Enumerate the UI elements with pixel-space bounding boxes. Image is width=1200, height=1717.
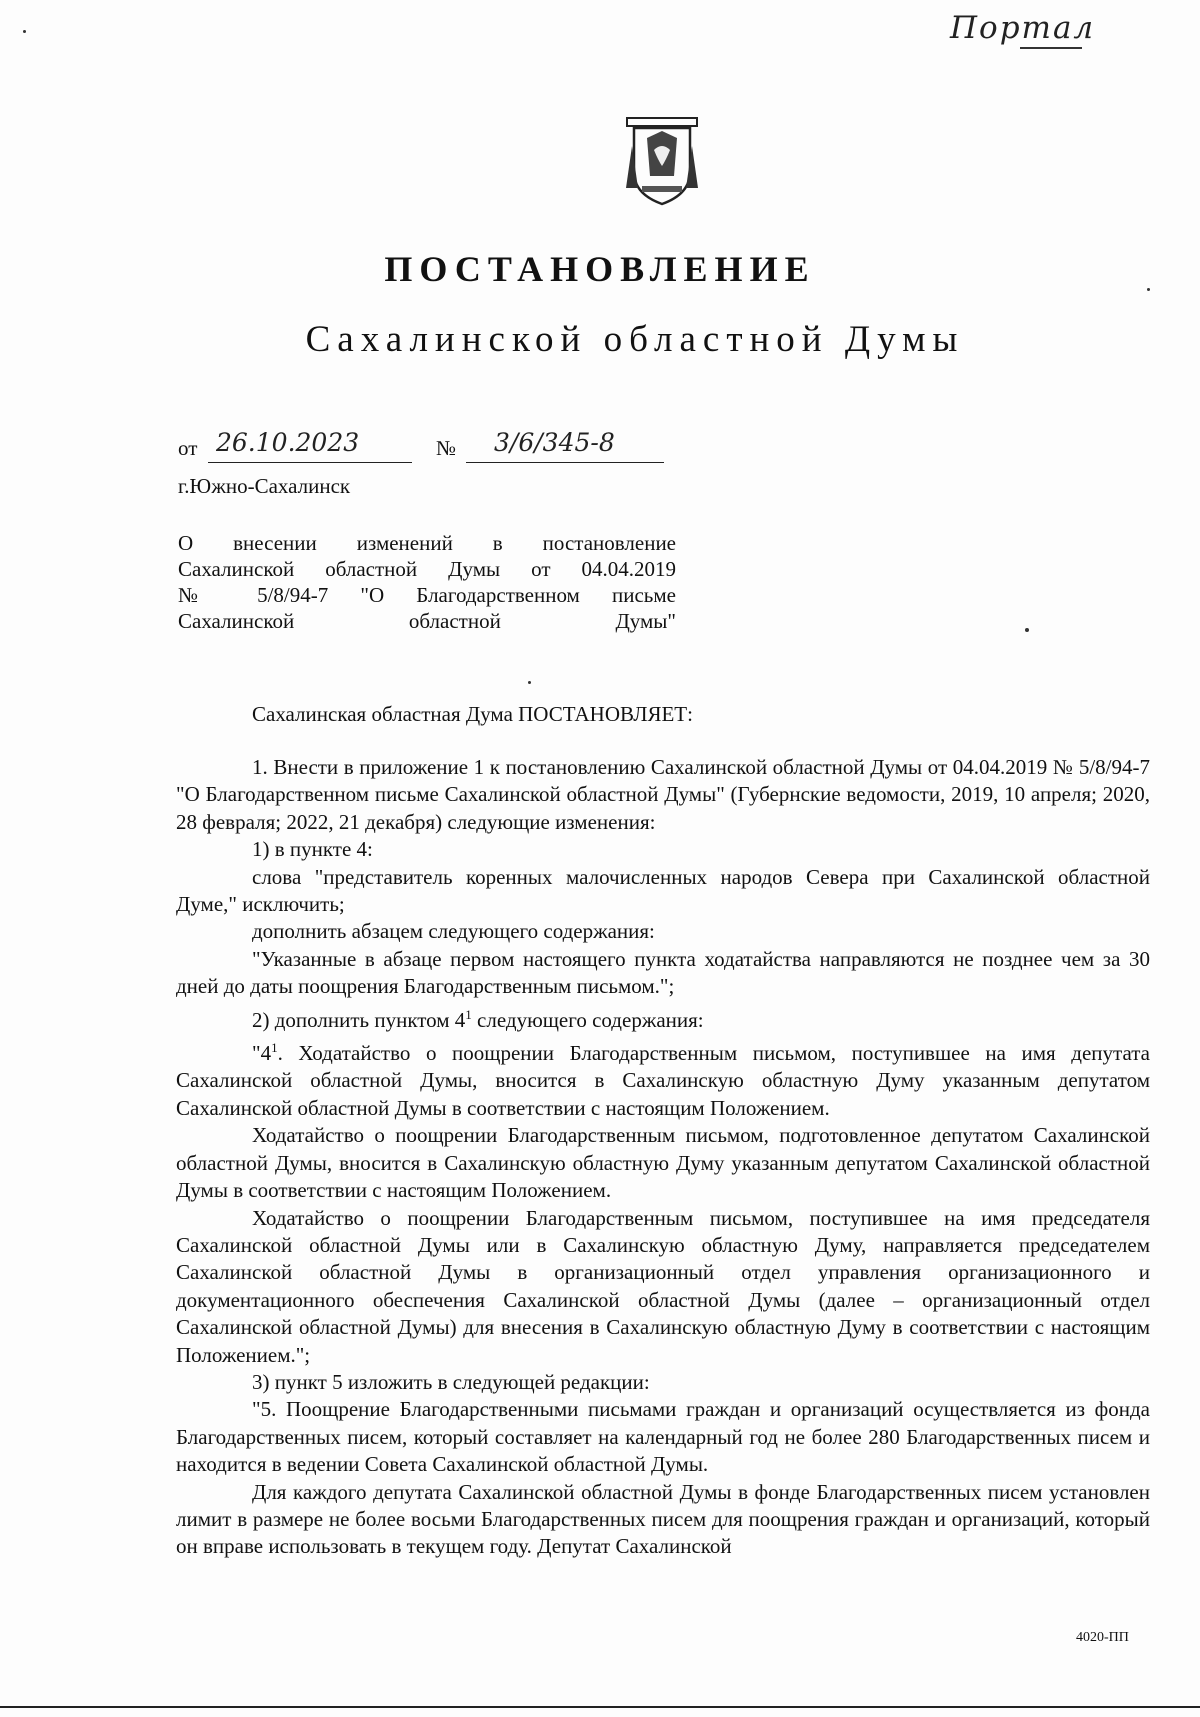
handwritten-number: 3/6/345-8 (494, 428, 615, 457)
date-label: от (178, 436, 198, 460)
document-body (176, 754, 1150, 1561)
body-paragraph: слова "представитель коренных малочисленных народов Севера при Сахалинской областной Думе," исключить; (176, 864, 1150, 917)
scan-speck (528, 681, 531, 684)
body-paragraph: "5. Поощрение Благодарственными письмами граждан и организаций осуществляется из фонда Благодарственных писем, который составляет на календарный год не более 280 Благодарственных писем и находится в ведении Совета Сахалинской областной Думы. (176, 1397, 1150, 1477)
subject-line: О внесении изменений в постановление (178, 531, 676, 555)
body-paragraph: "Указанные в абзаце первом настоящего пункта ходатайства направляются не позднее чем за 30 дней до даты поощрения Благодарственным письмом."; (176, 946, 1150, 999)
date-number-line (178, 428, 678, 466)
date-underline (208, 462, 412, 463)
scan-edge-line (0, 1706, 1200, 1708)
body-paragraph: Для каждого депутата Сахалинской областной Думы в фонде Благодарственных писем установлен лимит в размере не более восьми Благодарственных писем для поощрения граждан и организаций, который он вправе использовать в текущем году. Депутат Сахалинской (176, 1479, 1150, 1559)
body-paragraph: 2) дополнить пунктом $4^1$ следующего содержания: (252, 1006, 704, 1032)
body-paragraph: дополнить абзацем следующего содержания: (252, 919, 655, 944)
number-label: № (436, 436, 457, 460)
coat-of-arms-emblem (620, 116, 704, 208)
scan-speck (1025, 628, 1029, 632)
handwritten-note: Портал (950, 10, 1096, 46)
body-paragraph: Ходатайство о поощрении Благодарственным письмом, подготовленное депутатом Сахалинской областной Думы, вносится в Сахалинскую областную Думу указанным депутатом Сахалинской областной Думы в соответствии с настоящим Положением. (176, 1123, 1150, 1203)
scan-speck (1147, 288, 1150, 291)
document-subtitle: Сахалинской областной Думы (305, 319, 965, 360)
handwritten-date: 26.10.2023 (216, 428, 360, 457)
subject-line: Сахалинской областной Думы от 04.04.2019 (178, 557, 676, 581)
body-paragraph: Ходатайство о поощрении Благодарственным письмом, поступившее на имя председателя Сахалинской областной Думы или в Сахалинскую областную Думу, направляется председателем Сахалинской областной Думы в организационный отдел управления организационного и документационного обеспечения Сахалинской областной Думы (далее – организационный отдел Сахалинской областной Думы) для внесения в Сахалинскую областную Думу в соответствии с настоящим Положением."; (176, 1205, 1150, 1367)
document-subject (178, 530, 676, 634)
city-name: г.Южно-Сахалинск (178, 474, 351, 498)
resolves-line: Сахалинская областная Дума ПОСТАНОВЛЯЕТ: (252, 702, 693, 726)
subject-line: № 5/8/94-7 "О Благодарственном письме (178, 583, 676, 607)
document-title: ПОСТАНОВЛЕНИЕ (384, 249, 816, 289)
body-paragraph: 3) пункт 5 изложить в следующей редакции: (252, 1369, 650, 1394)
scan-speck (23, 30, 26, 33)
form-code: 4020-ПП (1076, 1630, 1129, 1645)
body-paragraph: "$4^1$. Ходатайство о поощрении Благодарственным письмом, поступившее на имя депутата Сахалинской областной Думы, вносится в Сахалинскую областную Думу указанным депутатом Сахалинской областной Думы в соответствии с настоящим Положением. (176, 1040, 1150, 1120)
number-underline (466, 462, 664, 463)
subject-line: Сахалинской областной Думы" (178, 609, 676, 633)
handwritten-note-underline (1020, 47, 1082, 49)
body-paragraph: 1. Внести в приложение 1 к постановлению Сахалинской областной Думы от 04.04.2019 № 5/8/94-7 "О Благодарственном письме Сахалинской областной Думы" (Губернские ведомости, 2019, 10 апреля; 2020, 28 февраля; 2022, 21 декабря) следующие изменения: (176, 755, 1150, 834)
body-paragraph: 1) в пункте 4: (252, 837, 373, 862)
